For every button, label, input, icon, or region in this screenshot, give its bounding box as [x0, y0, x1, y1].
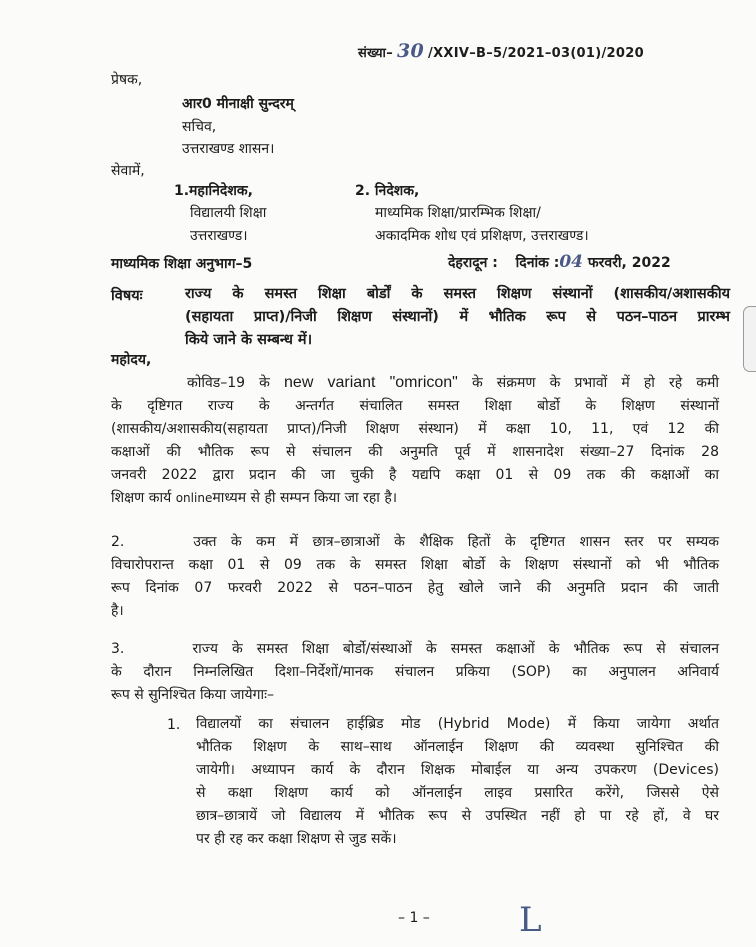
subject-label: विषयः — [111, 288, 143, 304]
para1-last-post: माध्यम से ही सम्पन किया जा रहा है। — [212, 490, 398, 506]
point-line: भौतिक शिक्षण के साथ–साथ ऑनलाईन शिक्षण की व्यवस्था सुनिश्चित की — [196, 739, 719, 755]
paragraph-line — [111, 487, 719, 510]
para3-first-line: राज्य के समस्त शिक्षा बोर्डो/संस्थाओं के समस्त कक्षाओं के भौतिक रूप से संचालन — [192, 641, 720, 657]
paragraph-3 — [111, 638, 719, 707]
paragraph-2 — [111, 531, 719, 623]
para1-line1-pre: कोविड–19 के — [187, 375, 270, 391]
recipient-1-title: 1.महानिदेशक, — [174, 183, 253, 199]
sender-designation: सचिव, — [182, 119, 217, 135]
point-line: पर ही रह कर कक्षा शिक्षण से जुड सकें। — [196, 831, 397, 847]
handwritten-mark: L — [519, 900, 542, 940]
paragraph-1 — [111, 371, 719, 510]
paragraph-line: जनवरी 2022 द्वारा प्रदान की जा चुकी है यद्यपि कक्षा 01 से 09 तक की कक्षाओं का — [111, 467, 719, 483]
scroll-handle[interactable] — [743, 306, 756, 372]
point-1-number: 1. — [167, 717, 181, 733]
paragraph-line — [111, 371, 719, 395]
para2-first-line: उक्त के कम में छात्र–छात्राओं के शैक्षिक हितों के दृष्टिगत शासन स्तर पर सम्यक — [193, 534, 720, 550]
page-number: – 1 – — [398, 910, 430, 926]
point-line: जायेगी। अध्यापन कार्य के दौरान शिक्षक मोबाईल या अन्य उपकरण (Devices) — [196, 762, 719, 778]
subject-line: किये जाने के सम्बन्ध में। — [185, 332, 313, 348]
paragraph-line: के दौरान निम्नलिखित दिशा–निर्देशों/मानक संचालन प्रकिया (SOP) का अनुपालन अनिवार्य — [111, 664, 719, 680]
paragraph-line: (शासकीय/अशासकीय(सहायता प्राप्त)/निजी शिक्षण संस्थान) में कक्षा 10, 11, एवं 12 की — [111, 421, 719, 437]
sender-label: प्रेषक, — [111, 72, 143, 88]
paragraph-line — [111, 638, 719, 661]
date-rest: फरवरी, 2022 — [587, 255, 671, 271]
place-label: देहरादून : — [448, 255, 498, 271]
subject-line: (सहायता प्राप्त)/निजी शिक्षण संस्थानों) में भौतिक रूप से पठन–पाठन प्रारम्भ — [185, 309, 730, 325]
date-label: दिनांक : — [515, 255, 560, 271]
subject-text — [185, 283, 730, 352]
online-word: online — [175, 491, 213, 505]
sender-name: आर0 मीनाक्षी सुन्दरम् — [182, 96, 294, 112]
paragraph-line — [111, 531, 719, 554]
paragraph-line: है। — [111, 603, 124, 619]
salutation: महोदय, — [111, 352, 152, 368]
recipient-1-line3: उत्तराखण्ड। — [190, 228, 248, 244]
recipient-2-title: 2. निदेशक, — [355, 183, 420, 199]
point-line: विद्यालयों का संचालन हाईब्रिड मोड (Hybrid Mode) में किया जायेगा अर्थात — [196, 716, 719, 732]
paragraph-line: के दृष्टिगत राज्य के अन्तर्गत संचालित समस्त शिक्षा बोर्डो के शिक्षण संस्थानों — [111, 398, 719, 414]
point-1-text — [196, 713, 719, 851]
reference-suffix: /XXIV–B–5/2021–03(01)/2020 — [428, 46, 644, 61]
point-line: से कक्षा शिक्षण कार्य को ऑनलाईन लाइव प्रसारित करेंगे, जिससे ऐसे — [196, 785, 719, 801]
recipient-2-line3: अकादमिक शोध एवं प्रशिक्षण, उत्तराखण्ड। — [375, 228, 589, 244]
reference-prefix: संख्या– — [358, 46, 393, 61]
para2-number: 2. — [111, 534, 125, 550]
variant-name: new variant "omricon" — [284, 374, 458, 391]
reference-handwritten-number: 30 — [397, 40, 425, 62]
recipient-1-line2: विद्यालयी शिक्षा — [190, 205, 267, 221]
point-line: छात्र–छात्रायें जो विद्यालय में भौतिक रूप से उपस्थित नहीं हो पा रहे हों, वे घर — [196, 808, 719, 824]
reference-number — [358, 40, 644, 62]
subject-line: राज्य के समस्त शिक्षा बोर्डों के समस्त शिक्षण संस्थानों (शासकीय/अशासकीय — [185, 286, 730, 302]
recipient-2-line2: माध्यमिक शिक्षा/प्रारम्भिक शिक्षा/ — [375, 205, 541, 221]
paragraph-line: रूप दिनांक 07 फरवरी 2022 से पठन–पाठन हेतु खोले जाने की अनुमति प्रदान की जाती — [111, 580, 719, 596]
para1-last-pre: शिक्षण कार्य — [111, 490, 172, 506]
paragraph-line: विचारोपरान्त कक्षा 01 से 09 तक के समस्त शिक्षा बोर्डो के शिक्षण संस्थानों को भी भौतिक — [111, 557, 719, 573]
paragraph-line: कक्षाओं की भौतिक रूप से संचालन की अनुमति पूर्व में शासनादेश संख्या–27 दिनांक 28 — [111, 444, 719, 460]
para1-line1-post: के संक्रमण के प्रभावों में हो रहे कमी — [471, 375, 719, 391]
sender-government: उत्तराखण्ड शासन। — [182, 141, 275, 157]
date-handwritten-day: 04 — [559, 252, 584, 272]
recipients-label: सेवामें, — [111, 163, 145, 179]
paragraph-line: रूप से सुनिश्चित किया जायेगाः– — [111, 687, 274, 703]
section-name: माध्यमिक शिक्षा अनुभाग–5 — [111, 256, 253, 272]
para3-number: 3. — [111, 641, 125, 657]
date-line — [448, 252, 671, 272]
